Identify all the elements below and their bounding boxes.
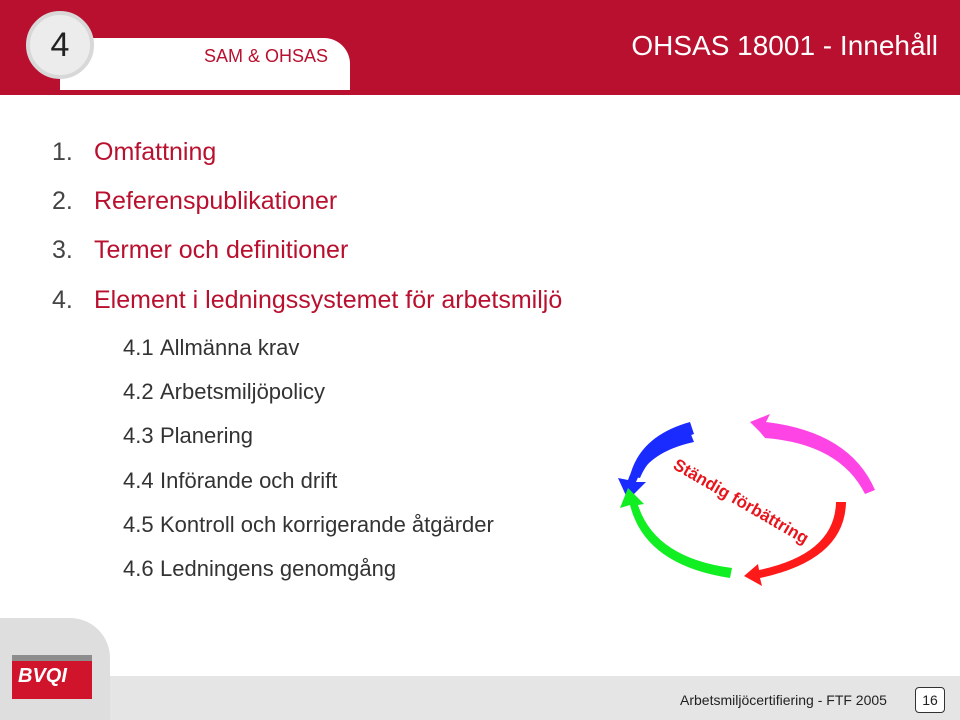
toc-subitem-label: Allmänna krav xyxy=(160,335,300,360)
cycle-label: Ständig förbättring xyxy=(670,455,812,548)
section-tab-label: SAM & OHSAS xyxy=(204,46,329,66)
cycle-arrow-green xyxy=(620,488,732,578)
toc-item-number: 1. xyxy=(52,138,73,166)
toc-item-label: Termer och definitioner xyxy=(94,236,349,264)
toc-subitem-label: Införande och drift xyxy=(160,468,338,493)
continuous-improvement-cycle xyxy=(610,410,890,590)
cycle-arrow-magenta xyxy=(750,414,875,494)
toc-item-label: Referenspublikationer xyxy=(94,187,338,215)
chapter-badge: 4 xyxy=(26,11,94,79)
page-number: 16 xyxy=(915,687,945,713)
footer-text: Arbetsmiljöcertifiering - FTF 2005 xyxy=(680,692,887,708)
toc-subitem-number: 4.3 xyxy=(123,423,154,448)
toc-subitem-number: 4.6 xyxy=(123,556,154,581)
page-title: OHSAS 18001 - Innehåll xyxy=(631,30,938,61)
toc-item-number: 3. xyxy=(52,236,73,264)
toc-subitem-number: 4.2 xyxy=(123,379,154,404)
toc-subitem-label: Planering xyxy=(160,423,253,448)
toc-subitem-number: 4.4 xyxy=(123,468,154,493)
toc-subitem-label: Arbetsmiljöpolicy xyxy=(160,379,326,404)
toc-item-label: Omfattning xyxy=(94,138,217,166)
toc-item-label: Element i ledningssystemet för arbetsmiljö xyxy=(94,286,563,314)
toc-subitem-label: Kontroll och korrigerande åtgärder xyxy=(160,512,494,537)
toc-subitem-number: 4.1 xyxy=(123,335,154,360)
toc-subitem-label: Ledningens genomgång xyxy=(160,556,397,581)
toc-item-number: 2. xyxy=(52,187,73,215)
bvqi-logo-text: BVQI xyxy=(18,665,67,687)
toc-subitem-number: 4.5 xyxy=(123,512,154,537)
toc-item-number: 4. xyxy=(52,286,73,314)
